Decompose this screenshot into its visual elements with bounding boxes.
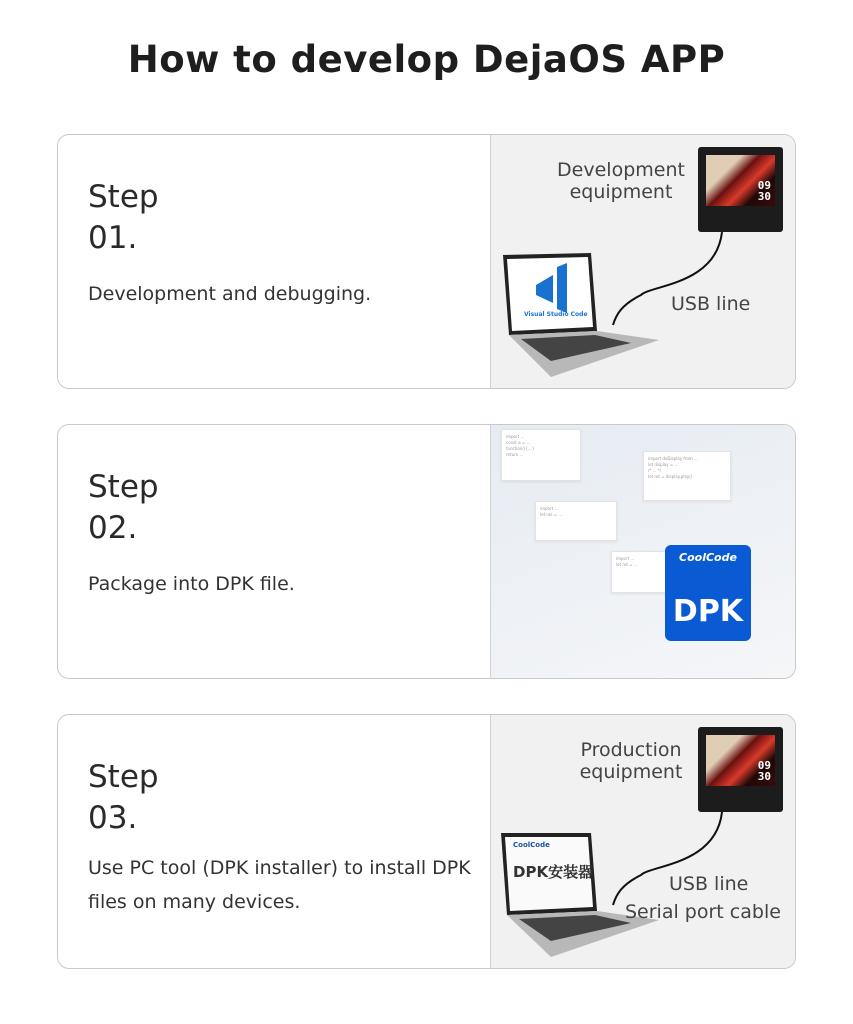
step-description: Package into DPK file. xyxy=(88,573,295,595)
step-heading xyxy=(88,757,159,839)
coolcode-logo: CoolCode xyxy=(513,841,550,849)
cable-label: USB line xyxy=(671,293,751,315)
step-heading xyxy=(88,177,159,259)
step-label: Step xyxy=(88,469,159,505)
step-description: Development and debugging. xyxy=(88,283,372,305)
installation-illustration xyxy=(490,715,796,969)
step-card-03 xyxy=(57,714,796,969)
device-image: 09 30 xyxy=(698,147,783,232)
step-number: 02. xyxy=(88,510,138,546)
code-snippet: import ... let ret = ... xyxy=(611,551,671,593)
dpk-file-icon: CoolCode DPK xyxy=(665,545,751,641)
step-label: Step xyxy=(88,179,159,215)
cable-label: Serial port cable xyxy=(625,901,781,923)
page-title: How to develop DejaOS APP xyxy=(127,38,726,81)
code-snippet: import ... let res = ... xyxy=(535,501,617,541)
device-label: Development equipment xyxy=(557,159,685,203)
vscode-logo: Visual Studio Code xyxy=(524,311,588,318)
device-image: 09 30 xyxy=(698,727,783,812)
device-label: Production equipment xyxy=(579,739,683,783)
step-description: Use PC tool (DPK installer) to install DPK files on many devices. xyxy=(88,857,471,913)
development-illustration xyxy=(490,135,796,389)
step-number: 03. xyxy=(88,800,138,836)
code-snippet: import dxDisplay from ... let display = ... /* ... */ let ret = display.play() xyxy=(643,451,731,501)
usb-cable xyxy=(491,135,796,389)
cable-label: USB line xyxy=(669,873,749,895)
package-illustration xyxy=(490,425,796,679)
code-snippet: import ... const a = ... function(){...} return ... xyxy=(501,429,581,481)
step-label: Step xyxy=(88,759,159,795)
step-card-01 xyxy=(57,134,796,389)
step-card-02 xyxy=(57,424,796,679)
dpk-installer-title: DPK安装器 xyxy=(513,863,594,881)
step-number: 01. xyxy=(88,220,138,256)
step-heading xyxy=(88,467,159,549)
